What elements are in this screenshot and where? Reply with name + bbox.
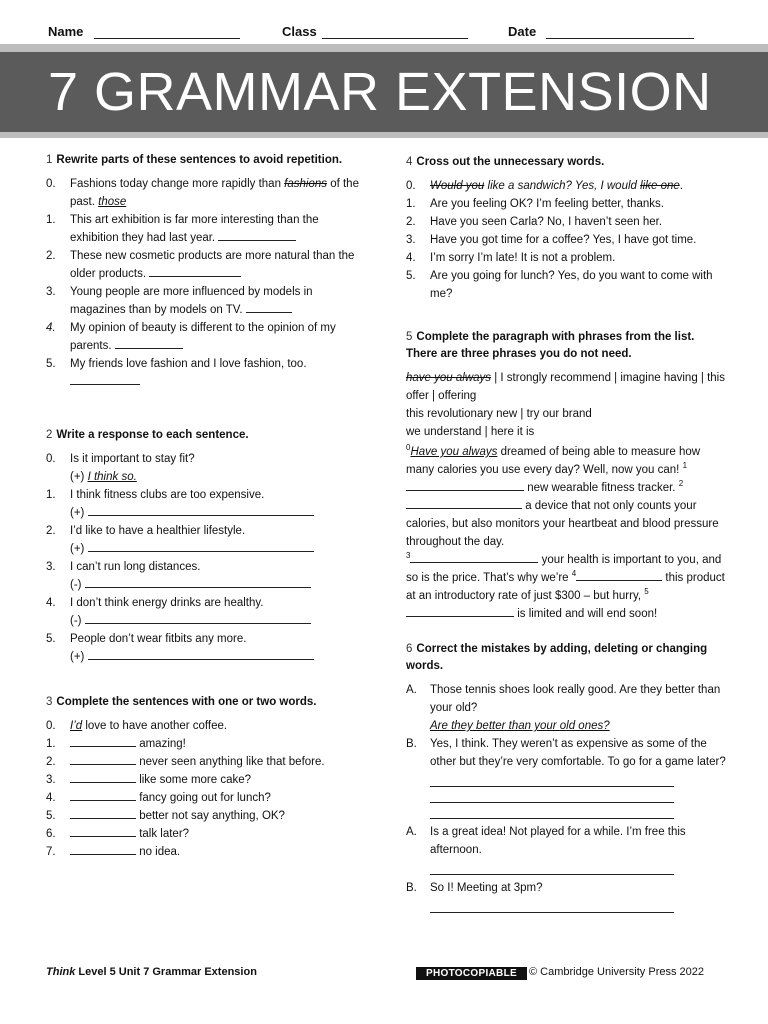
- answer-blank[interactable]: [70, 771, 136, 783]
- date-label: Date: [508, 24, 537, 39]
- answer-line[interactable]: [430, 897, 674, 913]
- dialogue-line: B. So I! Meeting at 3pm?: [406, 882, 543, 894]
- exercise-item: 1. I think fitness clubs are too expensive. (+): [46, 486, 366, 522]
- answer-blank[interactable]: [85, 612, 311, 624]
- exercise-item: 0. Fashions today change more rapidly than fashions of the past. those: [46, 178, 359, 208]
- answer-blank[interactable]: [70, 735, 136, 747]
- answer-blank[interactable]: [406, 605, 514, 617]
- exercise-item: 5. better not say anything, OK?: [46, 807, 366, 825]
- answer-blank[interactable]: [70, 807, 136, 819]
- exercise-item: 3. I can’t run long distances. (-): [46, 558, 366, 594]
- section-5-title: 5 Complete the paragraph with phrases from the list. There are three phrases you do not need.: [406, 331, 695, 360]
- exercise-item: 3. like some more cake?: [46, 771, 366, 789]
- exercise-item: 0. I’d love to have another coffee.: [46, 720, 228, 732]
- exercise-item: 1. This art exhibition is far more interesting than the exhibition they had last year.: [46, 214, 319, 244]
- exercise-item: 3. Have you got time for a coffee? Yes, I have got time.: [406, 234, 697, 246]
- exercise-item: 2. Have you seen Carla? No, I haven’t seen her.: [406, 216, 663, 228]
- answer-blank[interactable]: [70, 753, 136, 765]
- exercise-item: 4. My opinion of beauty is different to the opinion of my parents.: [46, 322, 336, 352]
- answer-blank[interactable]: [218, 229, 296, 241]
- section-3: [46, 694, 366, 861]
- section-4-title: 4 Cross out the unnecessary words.: [406, 156, 605, 168]
- exercise-item: 2. never seen anything like that before.: [46, 753, 366, 771]
- exercise-item: 3. Young people are more influenced by models in magazines than by models on TV.: [46, 286, 313, 316]
- page-title: 7 GRAMMAR EXTENSION: [48, 62, 712, 122]
- exercise-item: 1. Are you feeling OK? I’m feeling better, thanks.: [406, 198, 664, 210]
- exercise-item: 5. My friends love fashion and I love fashion, too.: [46, 355, 366, 391]
- name-label: Name: [48, 24, 84, 39]
- section-2-title: 2 Write a response to each sentence.: [46, 429, 249, 441]
- section-4: [406, 154, 726, 303]
- exercise-item: 4. I’m sorry I’m late! It is not a problem.: [406, 252, 616, 264]
- answer-line[interactable]: [430, 859, 674, 875]
- exercise-item: 0. Would you like a sandwich? Yes, I would like one.: [406, 180, 683, 192]
- answer-blank[interactable]: [576, 569, 662, 581]
- answer-blank[interactable]: [70, 843, 136, 855]
- section-1: [46, 152, 366, 391]
- section-1-title: 1 Rewrite parts of these sentences to avoid repetition.: [46, 154, 343, 166]
- class-label: Class: [282, 24, 317, 39]
- answer-blank[interactable]: [406, 497, 522, 509]
- footer: [46, 966, 726, 982]
- answer-blank[interactable]: [70, 825, 136, 837]
- answer-blank[interactable]: [88, 648, 314, 660]
- exercise-item: 6. talk later?: [46, 825, 366, 843]
- exercise-item: 4. fancy going out for lunch?: [46, 789, 366, 807]
- section-6-title: 6 Correct the mistakes by adding, deleting or changing words.: [406, 643, 708, 672]
- answer-blank[interactable]: [406, 479, 524, 491]
- answer-blank[interactable]: [246, 301, 292, 313]
- copyright: © Cambridge University Press 2022: [529, 966, 705, 978]
- left-column: [46, 152, 366, 861]
- answer-line[interactable]: [430, 771, 674, 787]
- dialogue-line: A. Those tennis shoes look really good. Are they better than your old? Are they better than your old ones?: [406, 684, 721, 732]
- exercise-item: 1. amazing!: [46, 735, 366, 753]
- answer-blank[interactable]: [88, 504, 314, 516]
- dialogue-line: A. Is a great idea! Not played for a while. I’m free this afternoon.: [406, 826, 686, 856]
- answer-blank[interactable]: [85, 576, 311, 588]
- date-field[interactable]: [546, 38, 694, 39]
- dialogue-line: B. Yes, I think. They weren’t as expensive as some of the other but they’re very comfortable. To go for a game later?: [406, 738, 726, 768]
- gap-fill-paragraph: $^0$Have you always dreamed of being able to measure how many calories you use every day? Well, now you can! $^1$ new wearable fitness tracker. $^2$ a device that not only counts your calories, but also monitors your heartbeat and blood pressure throughout the day. $^3$ your health is important to you, and so is the price. That’s why we’re $^4$ this product at an introductory rate of just $300 – but hurry, $^5$ is limited and will end soon!: [406, 443, 725, 620]
- name-field[interactable]: [94, 38, 240, 39]
- right-column: [406, 154, 726, 913]
- footer-source: Think Level 5 Unit 7 Grammar Extension: [46, 966, 257, 978]
- exercise-item: 7. no idea.: [46, 843, 366, 861]
- answer-blank[interactable]: [70, 789, 136, 801]
- exercise-item: 2. These new cosmetic products are more natural than the older products.: [46, 250, 355, 280]
- section-3-title: 3 Complete the sentences with one or two words.: [46, 696, 317, 708]
- student-info-line: [48, 24, 708, 42]
- section-2: [46, 427, 366, 666]
- exercise-item: 4. I don’t think energy drinks are healthy. (-): [46, 594, 366, 630]
- section-5: [406, 329, 726, 623]
- answer-blank[interactable]: [88, 540, 314, 552]
- answer-blank[interactable]: [410, 551, 538, 563]
- title-banner: [0, 52, 768, 132]
- section-6: [406, 641, 726, 913]
- phrase-list: have you always | I strongly recommend | imagine having | this offer | offering this revolutionary new | try our brand we understand | here it is: [406, 372, 725, 438]
- exercise-item: 5. Are you going for lunch? Yes, do you want to come with me?: [406, 270, 713, 300]
- exercise-item: 5. People don’t wear fitbits any more. (+): [46, 630, 366, 666]
- class-field[interactable]: [322, 38, 468, 39]
- answer-blank[interactable]: [115, 337, 183, 349]
- answer-line[interactable]: [430, 787, 674, 803]
- answer-blank[interactable]: [70, 373, 140, 385]
- exercise-item: 2. I’d like to have a healthier lifestyle. (+): [46, 522, 366, 558]
- answer-line[interactable]: [430, 803, 674, 819]
- photocopiable-badge: PHOTOCOPIABLE: [416, 967, 527, 980]
- exercise-item: 0. Is it important to stay fit? (+) I think so.: [46, 453, 195, 483]
- answer-blank[interactable]: [149, 265, 241, 277]
